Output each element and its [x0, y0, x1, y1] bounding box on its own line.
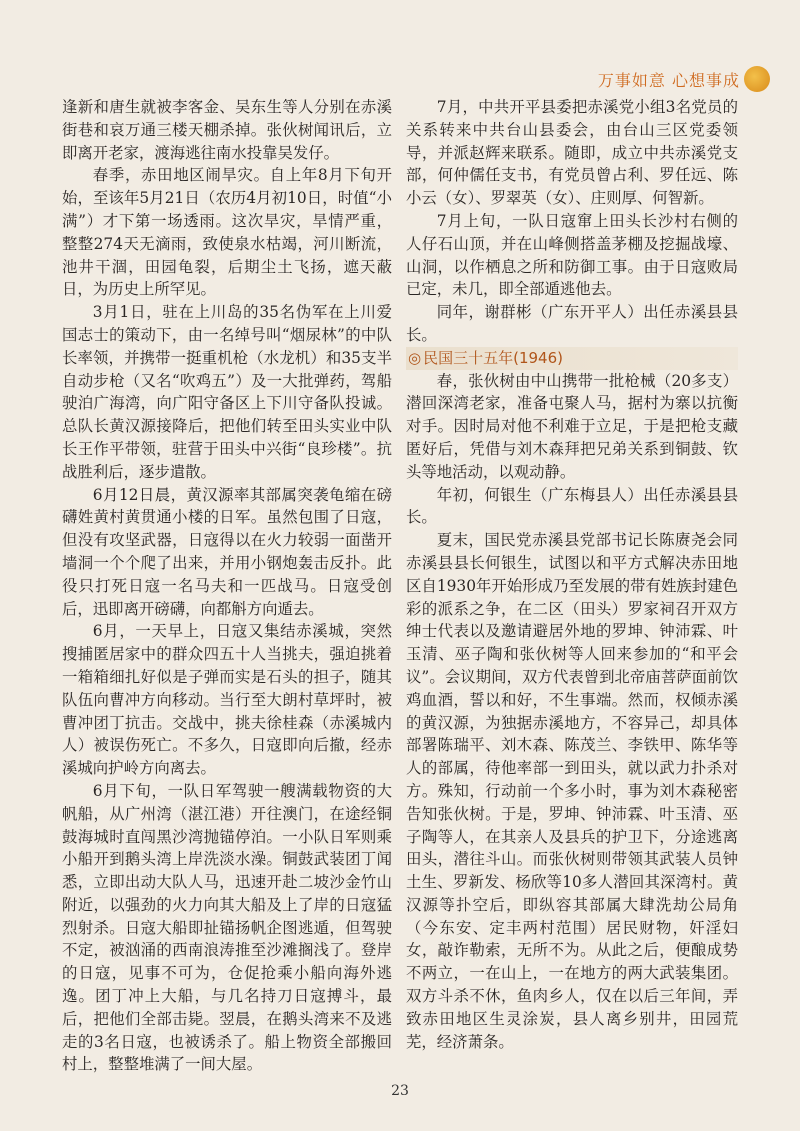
year-heading-year: (1946) [513, 348, 563, 367]
year-heading-label: 民国三十五年 [423, 348, 514, 367]
paragraph: 6月，一天早上，日寇又集结赤溪城，突然搜捕匿居家中的群众四五十人当挑夫，强迫挑着一箱箱细扎好似是子弹而实是石头的担子，随其队伍向曹冲方向移动。当行至大朗村草坪时，被曹冲团丁抗击。交战中，挑夫徐桂森（赤溪城内人）被误伤死亡。不多久，日寇即向后撤，经赤溪城向护岭方向离去。 [62, 622, 392, 778]
paragraph: 夏末，国民党赤溪县党部书记长陈赓尧会同赤溪县县长何银生，试图以和平方式解决赤田地区自1930年开始形成乃至发展的带有姓族封建色彩的派系之争，在二区（田头）罗家祠召开双方绅士代表以及邀请避居外地的罗坤、钟沛霖、叶玉清、巫子陶和张伙树等人回来参加的“和平会议”。会议期间，双方代表曾到北帝庙菩萨面前饮鸡血酒，誓以和好，不生事端。然而，权倾赤溪的黄汉源，为独据赤溪地方，不容异己，却具体部署陈瑞平、刘木森、陈茂兰、李铁甲、陈华等人的部属，待他率部一到田头，就以武力扑杀对方。殊知，行动前一个多小时，事为刘木森秘密告知张伙树。于是，罗坤、钟沛霖、叶玉清、巫子陶等人，在其亲人及县兵的护卫下，分途逃离田头，潜往斗山。而张伙树则带领其武装人员钟土生、罗新发、杨欣等10多人潜回其深湾村。黄汉源等扑空后，即纵容其部属大肆洗劫公局角（今东安、定丰两村范围）居民财物，奸淫妇女，敲诈勒索，无所不为。从此之后，便酿成势不两立，一在山上，一在地方的两大武装集团。双方斗杀不休，鱼肉乡人，仅在以后三年间，弄致赤田地区生灵涂炭，县人离乡别井，田园荒芜，经济萧条。 [406, 531, 738, 1051]
paragraph: 7月上旬，一队日寇窜上田头长沙村右侧的人仔石山顶，并在山峰侧搭盖茅棚及挖掘战壕、山洞，以作栖息之所和防御工事。由于日寇败局已定，未几，即全部遁逃他去。 [406, 211, 738, 299]
paragraph: 春季，赤田地区闹旱灾。自上年8月下旬开始，至该年5月21日（农历4月初10日，时值“小满”）才下第一场透雨。这次旱灾，旱情严重，整整274天无滴雨，致使泉水枯竭，河川断流，池井干涸，田园龟裂，后期尘土飞扬，遮天蔽日，为历史上所罕见。 [62, 166, 392, 299]
paragraph: 3月1日，驻在上川岛的35名伪军在上川爱国志士的策动下，由一名绰号叫“烟尿林”的中队长率领，并携带一挺重机枪（水龙机）和35支半自动步枪（又名“吹鸡五”）及一大批弹药，驾船驶泊广海湾，向广阳守备区上下川守备队投诚。总队长黄汉源接降后，把他们转至田头实业中队长王作平带领，驻营于田头中兴街“良珍楼”。抗战胜利后，逐步遣散。 [62, 303, 392, 481]
left-column [62, 96, 392, 1076]
paragraph: 7月，中共开平县委把赤溪党小组3名党员的关系转来中共台山县委会，由台山三区党委领导，并派赵辉来联系。随即，成立中共赤溪党支部，何仲儒任支书，有党员曾占利、罗任远、陈小云（女）、罗翠英（女）、庄则厚、何智新。 [406, 98, 738, 208]
bullet-icon: ◎ [408, 348, 422, 367]
right-column [406, 96, 738, 1053]
paragraph: 6月下旬，一队日军驾驶一艘满载物资的大帆船，从广州湾（湛江港）开往澳门，在途经铜鼓海城时直闯黑沙湾抛锚停泊。一小队日军则乘小船开到鹅头湾上岸洗淡水澡。铜鼓武装团丁闻悉，立即出动大队人马，迅速开赴二坡沙金竹山附近，以强劲的火力向其大船及上了岸的日寇猛烈射杀。日寇大船即扯锚扬帆企图逃遁，但驾驶不定，被汹涌的西南浪涛推至沙滩搁浅了。登岸的日寇，见事不可为，仓促抢乘小船向海外逃逸。团丁冲上大船，与几名持刀日寇搏斗，最后，把他们全部击毙。翌晨，在鹅头湾来不及逃走的3名日寇，也被诱杀了。船上物资全部搬回村上，整整堆满了一间大屋。 [62, 781, 392, 1074]
slogan-text: 万事如意 心想事成 [597, 70, 740, 90]
paragraph: 逢新和唐生就被李客金、吴东生等人分别在赤溪街巷和哀万通三楼天棚杀掉。张伙树闻讯后，立即离开老家，渡海逃往南水投靠吴发仔。 [62, 98, 392, 162]
page-number: 23 [391, 1083, 409, 1099]
decorative-seal-icon [744, 66, 770, 92]
paragraph: 同年，谢群彬（广东开平人）出任赤溪县县长。 [406, 303, 738, 344]
year-heading [406, 347, 738, 370]
paragraph: 6月12日晨，黄汉源率其部属突袭龟缩在磅礴姓黄村黄贯通小楼的日军。虽然包围了日寇，但没有攻坚武器，日寇得以在火力较弱一面凿开墙洞一个个爬了出来，并用小钢炮轰击反扑。此役只打死日寇一名马夫和一匹战马。日寇受创后，迅即离开磅礴，向都斛方向遁去。 [62, 485, 392, 618]
paragraph: 年初，何银生（广东梅县人）出任赤溪县县长。 [406, 485, 738, 527]
paragraph: 春，张伙树由中山携带一批枪械（20多支）潜回深湾老家，准备屯聚人马，据村为寨以抗衡对手。因时局对他不利难于立足，于是把枪支藏匿好后，凭借与刘木森拜把兄弟关系到铜鼓、钦头等地活动，以观动静。 [406, 371, 738, 481]
header-slogan [598, 66, 770, 92]
